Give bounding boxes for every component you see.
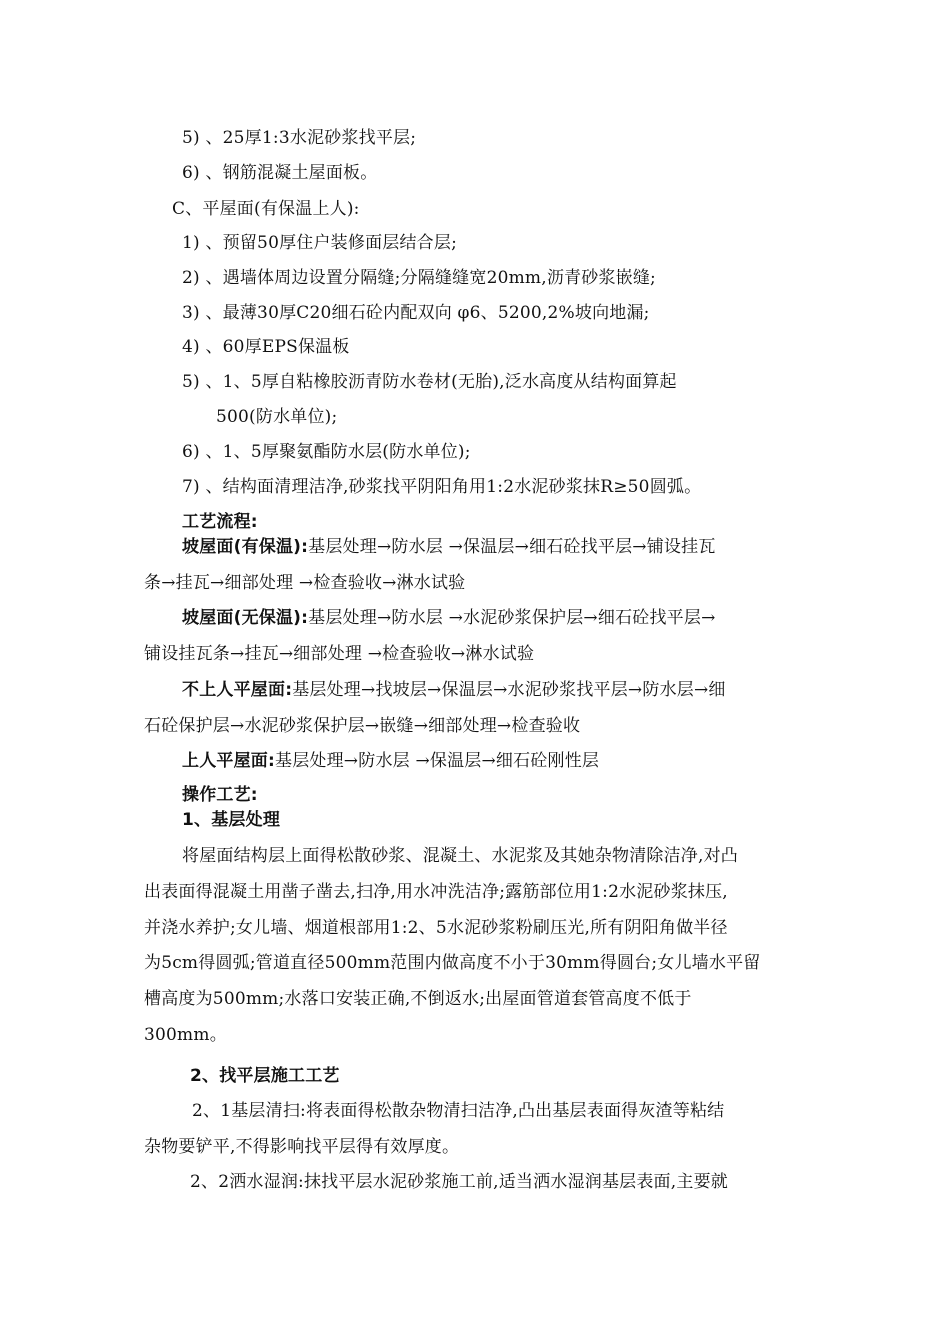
process-flat-noaccess-text: 基层处理→找坡层→保温层→水泥砂浆找平层→防水层→细 xyxy=(292,680,726,700)
operation-sub1-line: 为5cm得圆弧;管道直径500mm范围内做高度不小于30mm得圆台;女儿墙水平留 xyxy=(144,953,761,973)
process-slope-plain xyxy=(182,607,716,629)
operation-sub1-line: 300mm。 xyxy=(144,1025,227,1045)
operation-sub2-line: 2、1基层清扫:将表面得松散杂物清扫洁净,凸出基层表面得灰渣等粘结 xyxy=(192,1101,725,1121)
process-flat-noaccess-label: 不上人平屋面: xyxy=(182,680,293,700)
process-slope-insulated-text: 基层处理→防水层 →保温层→细石砼找平层→铺设挂瓦 xyxy=(308,537,716,557)
operation-heading: 操作工艺: xyxy=(182,785,258,805)
list-item-c4: 4) 、60厚EPS保温板 xyxy=(182,337,350,357)
section-c-heading: C、平屋面(有保温上人): xyxy=(172,199,360,219)
process-flat-noaccess xyxy=(182,679,726,701)
list-item-c7: 7) 、结构面清理洁净,砂浆找平阴阳角用1:2水泥砂浆抹R≥50圆弧。 xyxy=(182,477,702,497)
process-slope-insulated-cont: 条→挂瓦→细部处理 →检查验收→淋水试验 xyxy=(144,573,466,593)
operation-sub1-line: 将屋面结构层上面得松散砂浆、混凝土、水泥浆及其她杂物清除洁净,对凸 xyxy=(182,846,739,866)
process-flat-access xyxy=(182,750,599,772)
process-slope-plain-label: 坡屋面(无保温): xyxy=(182,608,309,628)
process-flat-access-label: 上人平屋面: xyxy=(182,751,275,771)
operation-sub1-line: 并浇水养护;女儿墙、烟道根部用1:2、5水泥砂浆粉刷压光,所有阴阳角做半径 xyxy=(144,918,728,938)
list-item-b6: 6) 、钢筋混凝土屋面板。 xyxy=(182,163,378,183)
list-item-c5-cont: 500(防水单位); xyxy=(216,407,338,427)
operation-sub2-line: 杂物要铲平,不得影响找平层得有效厚度。 xyxy=(144,1137,460,1157)
list-item-c5: 5) 、1、5厚自粘橡胶沥青防水卷材(无胎),泛水高度从结构面算起 xyxy=(182,372,677,392)
operation-sub1-line: 出表面得混凝土用凿子凿去,扫净,用水冲洗洁净;露筋部位用1:2水泥砂浆抹压, xyxy=(144,882,728,902)
process-slope-plain-text: 基层处理→防水层 →水泥砂浆保护层→细石砼找平层→ xyxy=(308,608,716,628)
list-item-c2: 2) 、遇墙体周边设置分隔缝;分隔缝缝宽20mm,沥青砂浆嵌缝; xyxy=(182,268,656,288)
process-flat-noaccess-cont: 石砼保护层→水泥砂浆保护层→嵌缝→细部处理→检查验收 xyxy=(144,716,581,736)
list-item-c6: 6) 、1、5厚聚氨酯防水层(防水单位); xyxy=(182,442,471,462)
operation-sub1-heading: 1、基层处理 xyxy=(182,810,281,830)
process-heading: 工艺流程: xyxy=(182,512,258,532)
list-item-c3: 3) 、最薄30厚C20细石砼内配双向 φ6、5200,2%坡向地漏; xyxy=(182,303,650,323)
list-item-b5: 5) 、25厚1:3水泥砂浆找平层; xyxy=(182,128,417,148)
list-item-c1: 1) 、预留50厚住户装修面层结合层; xyxy=(182,233,458,253)
operation-sub1-line: 槽高度为500mm;水落口安装正确,不倒返水;出屋面管道套管高度不低于 xyxy=(144,989,692,1009)
process-slope-insulated xyxy=(182,536,716,558)
process-slope-insulated-label: 坡屋面(有保温): xyxy=(182,537,309,557)
operation-sub2-line: 2、2洒水湿润:抹找平层水泥砂浆施工前,适当洒水湿润基层表面,主要就 xyxy=(190,1172,728,1192)
process-slope-plain-cont: 铺设挂瓦条→挂瓦→细部处理 →检查验收→淋水试验 xyxy=(144,644,535,664)
operation-sub2-heading: 2、找平层施工工艺 xyxy=(190,1066,340,1086)
process-flat-access-text: 基层处理→防水层 →保温层→细石砼刚性层 xyxy=(275,751,600,771)
